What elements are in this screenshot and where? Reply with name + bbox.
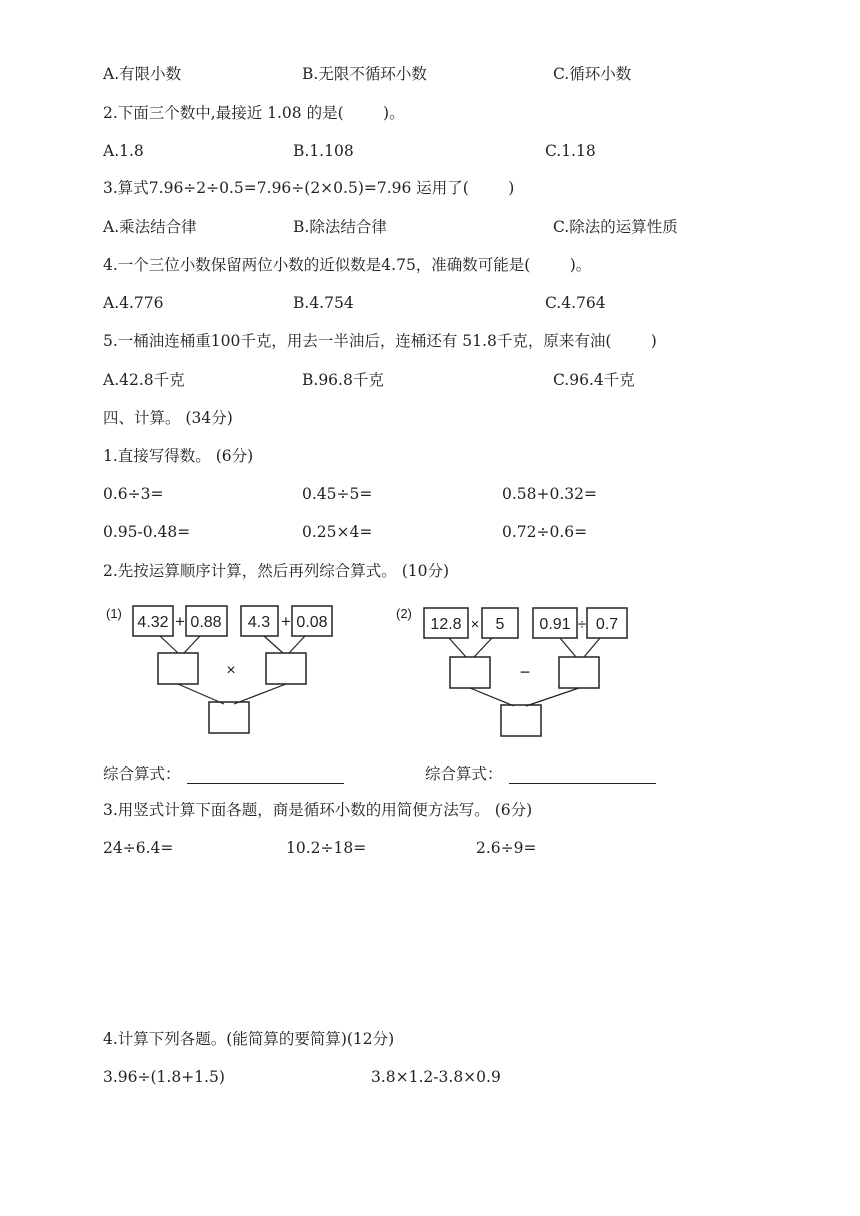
part3-item: 10.2÷18= [286, 839, 367, 857]
operator: + [175, 612, 185, 631]
part3-item: 24÷6.4= [103, 839, 174, 857]
q2-stem: 2.下面三个数中,最接近 1.08 的是( )。 [103, 104, 405, 122]
part3-item: 2.6÷9= [476, 839, 537, 857]
q3-option-c: C.除法的运算性质 [553, 218, 678, 236]
part4-item: 3.8×1.2-3.8×0.9 [371, 1068, 501, 1086]
operand: 0.88 [190, 614, 222, 631]
q3-option-b: B.除法结合律 [293, 218, 387, 236]
operand: 5 [495, 616, 505, 633]
operand: 0.91 [539, 616, 571, 633]
part1-item: 0.25×4= [302, 523, 373, 541]
q5-option-a: A.42.8千克 [103, 371, 185, 389]
answer-box[interactable] [209, 702, 249, 733]
section-title: 四、计算。 (34分) [103, 409, 233, 427]
answer-line[interactable] [187, 767, 344, 784]
part2-title: 2.先按运算顺序计算，然后再列综合算式。 (10分) [103, 562, 450, 580]
operator: ÷ [577, 616, 587, 633]
part3-title: 3.用竖式计算下面各题，商是循环小数的用简便方法写。 (6分) [103, 801, 533, 819]
operator: − [519, 662, 531, 682]
answer-box[interactable] [559, 657, 599, 688]
q5-stem: 5.一桶油连桶重100千克，用去一半油后，连桶还有 51.8千克，原来有油( ) [103, 332, 657, 350]
formula-row-1 [103, 762, 344, 784]
q4-option-a: A.4.776 [103, 294, 164, 312]
q2-option-a: A.1.8 [103, 142, 144, 160]
formula-label: 综合算式： [425, 765, 503, 783]
q3-stem: 3.算式7.96÷2÷0.5=7.96÷(2×0.5)=7.96 运用了( ) [103, 179, 515, 197]
answer-line[interactable] [509, 767, 656, 784]
calc-tree-diagram-1 [100, 600, 350, 740]
operand: 12.8 [430, 616, 462, 633]
part4-title: 4.计算下列各题。(能简算的要简算)(12分) [103, 1030, 395, 1048]
q4-option-b: B.4.754 [293, 294, 354, 312]
part1-item: 0.58+0.32= [502, 485, 597, 503]
operator: + [281, 612, 291, 631]
operand: 0.7 [595, 616, 619, 633]
q1-option-c: C.循环小数 [553, 65, 632, 83]
answer-box[interactable] [450, 657, 490, 688]
operator: × [470, 616, 480, 633]
answer-box[interactable] [501, 705, 541, 736]
part4-item: 3.96÷(1.8+1.5) [103, 1068, 225, 1086]
answer-box[interactable] [158, 653, 198, 684]
q2-option-b: B.1.108 [293, 142, 354, 160]
answer-box[interactable] [266, 653, 306, 684]
diagram-label: (1) [106, 606, 122, 621]
part1-item: 0.45÷5= [302, 485, 373, 503]
operand: 4.3 [247, 614, 271, 631]
q1-option-a: A.有限小数 [103, 65, 182, 83]
q4-option-c: C.4.764 [545, 294, 606, 312]
part1-item: 0.72÷0.6= [502, 523, 588, 541]
part1-item: 0.95-0.48= [103, 523, 191, 541]
q5-option-c: C.96.4千克 [553, 371, 635, 389]
q3-option-a: A.乘法结合律 [103, 218, 197, 236]
formula-row-2 [425, 762, 656, 784]
diagram-label: (2) [396, 606, 412, 621]
calc-tree-svg-2 [392, 600, 642, 740]
q2-option-c: C.1.18 [545, 142, 596, 160]
q1-option-b: B.无限不循环小数 [302, 65, 427, 83]
operand: 4.32 [137, 614, 169, 631]
q4-stem: 4.一个三位小数保留两位小数的近似数是4.75，准确数可能是( )。 [103, 256, 592, 274]
calc-tree-diagram-2 [392, 600, 642, 740]
part1-title: 1.直接写得数。 (6分) [103, 447, 254, 465]
operand: 0.08 [296, 614, 328, 631]
formula-label: 综合算式： [103, 765, 181, 783]
operator: × [226, 662, 236, 679]
q5-option-b: B.96.8千克 [302, 371, 384, 389]
part1-item: 0.6÷3= [103, 485, 164, 503]
calc-tree-svg-1 [100, 600, 350, 740]
